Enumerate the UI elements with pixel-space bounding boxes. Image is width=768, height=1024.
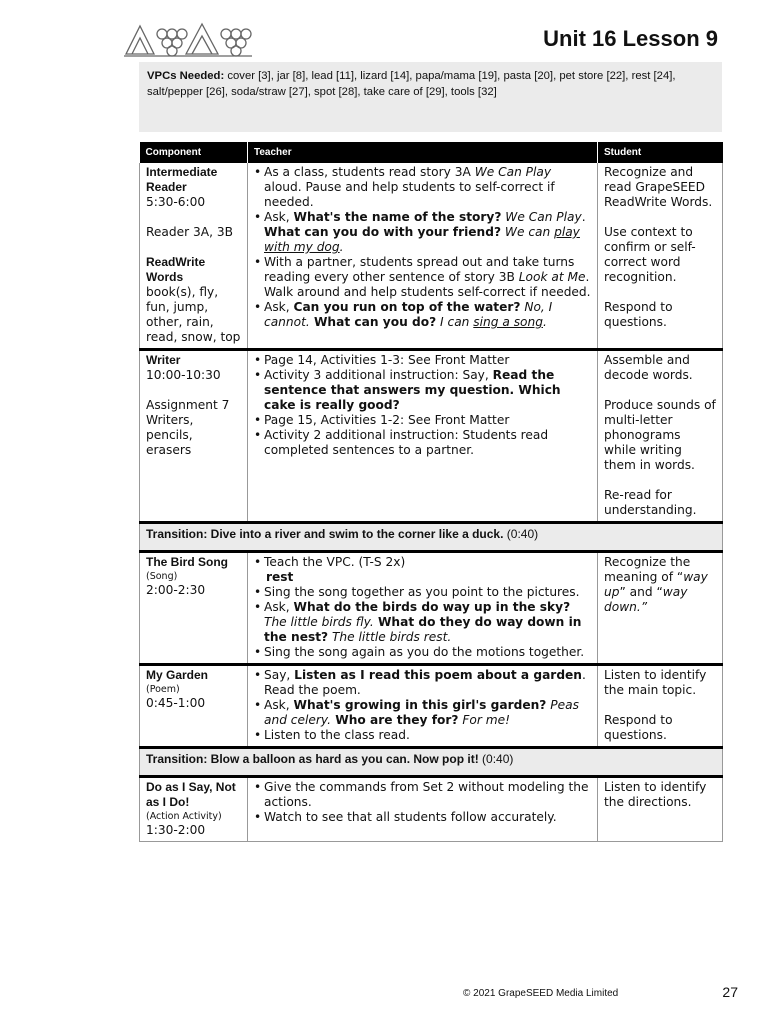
readwrite-words: book(s), fly, fun, jump, other, rain, read, snow, top — [146, 285, 241, 344]
student-cell — [598, 777, 723, 842]
student-objective: Use context to confirm or self-correct word recognition. — [604, 225, 696, 284]
header-component: Component — [140, 142, 248, 163]
teacher-step: • Page 15, Activities 1-2: See Front Matter — [254, 413, 591, 428]
component-assignment: Assignment 7 — [146, 398, 230, 412]
teacher-step: • Listen to the class read. — [254, 728, 591, 743]
teacher-cell — [248, 163, 598, 350]
component-time: 5:30-6:00 — [146, 195, 206, 209]
copyright-footer: © 2021 GrapeSEED Media Limited — [463, 988, 619, 999]
teacher-step: • Activity 3 additional instruction: Say, Read the sentence that answers my question. Which cake is really good? — [254, 368, 591, 413]
component-type: (Action Activity) — [146, 811, 222, 822]
student-objective: Listen to identify the main topic. — [604, 668, 707, 697]
table-header-row — [140, 142, 723, 163]
teacher-step: • Teach the VPC. (T-S 2x) rest — [254, 555, 591, 585]
component-cell — [140, 665, 248, 748]
teacher-cell — [248, 665, 598, 748]
component-type: (Song) — [146, 571, 178, 582]
student-objective: Recognize the meaning of “way up” and “way down.” — [604, 555, 708, 614]
component-time: 0:45-1:00 — [146, 696, 206, 710]
component-title: Intermediate Reader — [146, 165, 218, 194]
component-title: The Bird Song — [146, 555, 228, 569]
transition-time: (0:40) — [478, 752, 514, 766]
component-materials: Writers, pencils, erasers — [146, 413, 194, 457]
component-cell — [140, 163, 248, 350]
readwrite-title: ReadWrite Words — [146, 255, 206, 284]
grapeseed-logo — [122, 20, 254, 60]
teacher-step: • Page 14, Activities 1-3: See Front Matter — [254, 353, 591, 368]
transition-cell — [140, 523, 723, 552]
transition-row — [140, 523, 723, 552]
lesson-table — [139, 142, 723, 842]
teacher-step: • Sing the song together as you point to the pictures. — [254, 585, 591, 600]
page-number: 27 — [722, 984, 738, 1000]
component-time: 2:00-2:30 — [146, 583, 206, 597]
teacher-step: • Ask, What do the birds do way up in the sky? The little birds fly. What do they do way down in the nest? The little birds rest. — [254, 600, 591, 645]
header-teacher: Teacher — [248, 142, 598, 163]
component-cell — [140, 350, 248, 523]
teacher-step: • Ask, Can you run on top of the water? No, I cannot. What can you do? I can sing a song. — [254, 300, 591, 330]
page-title: Unit 16 Lesson 9 — [543, 26, 718, 51]
teacher-step: • Ask, What's the name of the story? We Can Play. What can you do with your friend? We can play with my dog. — [254, 210, 591, 255]
vpc-items: cover [3], jar [8], lead [11], lizard [14], papa/mama [19], pasta [20], pet store [22], rest [24], salt/pepper [26], soda/straw [27], spot [28], take care of [29], tools [32] — [147, 70, 676, 98]
vpc-box — [139, 62, 722, 132]
transition-text: Transition: Blow a balloon as hard as you can. Now pop it! — [146, 752, 479, 766]
student-cell — [598, 665, 723, 748]
teacher-step: • As a class, students read story 3A We Can Play aloud. Pause and help students to self-correct if needed. — [254, 165, 591, 210]
teacher-cell — [248, 552, 598, 665]
component-time: 1:30-2:00 — [146, 823, 206, 837]
table-row — [140, 777, 723, 842]
component-title: My Garden — [146, 668, 209, 682]
student-objective: Recognize and read GrapeSEED ReadWrite Words. — [604, 165, 713, 209]
student-cell — [598, 350, 723, 523]
table-row — [140, 665, 723, 748]
student-objective: Respond to questions. — [604, 300, 673, 329]
student-objective: Respond to questions. — [604, 713, 673, 742]
teacher-step: • Activity 2 additional instruction: Students read completed sentences to a partner. — [254, 428, 591, 458]
student-cell — [598, 163, 723, 350]
teacher-step: • Give the commands from Set 2 without modeling the actions. — [254, 780, 591, 810]
teacher-step: • Watch to see that all students follow accurately. — [254, 810, 591, 825]
teacher-step: • Sing the song again as you do the motions together. — [254, 645, 591, 660]
transition-time: (0:40) — [503, 527, 539, 541]
teacher-step: • With a partner, students spread out and take turns reading every other sentence of story 3B Look at Me. Walk around and help students self-correct if needed. — [254, 255, 591, 300]
component-reader: Reader 3A, 3B — [146, 225, 233, 239]
table-row — [140, 163, 723, 350]
teacher-cell — [248, 350, 598, 523]
teacher-step: • Say, Listen as I read this poem about a garden. Read the poem. — [254, 668, 591, 698]
table-row — [140, 350, 723, 523]
transition-text: Transition: Dive into a river and swim to the corner like a duck. — [146, 527, 504, 541]
teacher-step: • Ask, What's growing in this girl's garden? Peas and celery. Who are they for? For me! — [254, 698, 591, 728]
component-title: Writer — [146, 353, 181, 367]
transition-cell — [140, 748, 723, 777]
component-type: (Poem) — [146, 684, 180, 695]
teacher-cell — [248, 777, 598, 842]
transition-row — [140, 748, 723, 777]
student-cell — [598, 552, 723, 665]
student-objective: Re-read for understanding. — [604, 488, 697, 517]
table-row — [140, 552, 723, 665]
student-objective: Assemble and decode words. — [604, 353, 693, 382]
vpc-word: rest — [266, 570, 294, 584]
student-objective: Produce sounds of multi-letter phonograms while writing them in words. — [604, 398, 716, 472]
header-student: Student — [598, 142, 723, 163]
component-time: 10:00-10:30 — [146, 368, 221, 382]
component-cell — [140, 552, 248, 665]
vpc-label: VPCs Needed: — [147, 70, 225, 82]
component-title: Do as I Say, Not as I Do! — [146, 780, 236, 809]
student-objective: Listen to identify the directions. — [604, 780, 707, 809]
component-cell — [140, 777, 248, 842]
